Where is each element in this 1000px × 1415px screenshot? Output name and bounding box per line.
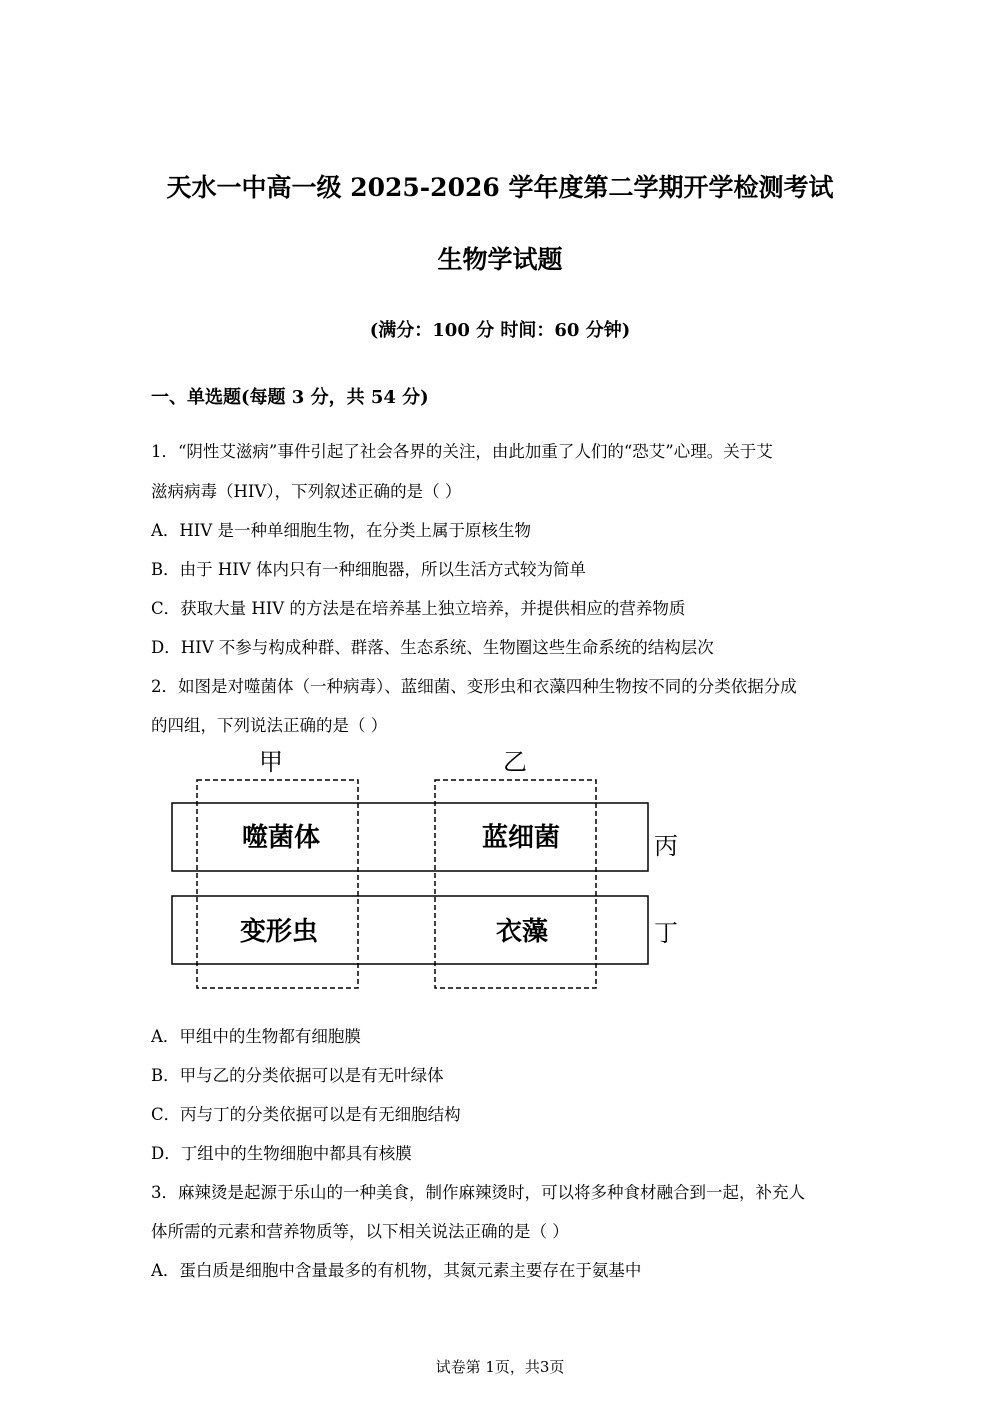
exam-title: 天水一中高一级 2025-2026 学年度第二学期开学检测考试 — [166, 173, 834, 202]
column-box-yi — [435, 780, 596, 988]
exam-meta: (满分：100 分 时间：60 分钟) — [369, 320, 631, 341]
label-yi: 乙 — [503, 748, 527, 776]
cell-cyanobacteria: 蓝细菌 — [481, 823, 561, 853]
q1-option-d: D．HIV 不参与构成种群、群落、生态系统、生物圈这些生命系统的结构层次 — [151, 638, 714, 657]
q1-option-b: B．由于 HIV 体内只有一种细胞器，所以生活方式较为简单 — [151, 560, 586, 579]
exam-subtitle: 生物学试题 — [437, 245, 563, 274]
q2-stem-line1: 2．如图是对噬菌体（一种病毒）、蓝细菌、变形虫和衣藻四种生物按不同的分类依据分成 — [151, 677, 797, 696]
q2-option-a: A．甲组中的生物都有细胞膜 — [151, 1027, 361, 1046]
cell-bacteriophage: 噬菌体 — [241, 823, 321, 853]
label-bing: 丙 — [654, 832, 678, 860]
label-jia: 甲 — [259, 748, 283, 776]
q2-option-c: C．丙与丁的分类依据可以是有无细胞结构 — [151, 1105, 461, 1124]
column-box-jia — [197, 780, 358, 988]
q2-option-d: D．丁组中的生物细胞中都具有核膜 — [151, 1144, 412, 1163]
page-footer: 试卷第 1页，共3页 — [435, 1358, 565, 1376]
q1-stem-line2: 滋病病毒（HIV），下列叙述正确的是（ ） — [151, 482, 462, 501]
q1-option-c: C．获取大量 HIV 的方法是在培养基上独立培养，并提供相应的营养物质 — [151, 599, 686, 618]
cell-chlamydomonas: 衣藻 — [495, 917, 549, 947]
q2-option-b: B．甲与乙的分类依据可以是有无叶绿体 — [151, 1066, 444, 1085]
q3-option-a: A．蛋白质是细胞中含量最多的有机物，其氮元素主要存在于氨基中 — [151, 1261, 642, 1280]
q1-stem-line1: 1．“阴性艾滋病”事件引起了社会各界的关注，由此加重了人们的“恐艾”心理。关于艾 — [151, 442, 773, 461]
cell-amoeba: 变形虫 — [239, 917, 319, 947]
q1-option-a: A．HIV 是一种单细胞生物，在分类上属于原核生物 — [151, 521, 531, 540]
q3-stem-line2: 体所需的元素和营养物质等，以下相关说法正确的是（ ） — [151, 1222, 569, 1241]
q2-stem-line2: 的四组，下列说法正确的是（ ） — [151, 716, 388, 735]
section-heading: 一、单选题(每题 3 分，共 54 分) — [151, 387, 429, 408]
label-ding: 丁 — [654, 919, 678, 947]
q3-stem-line1: 3．麻辣烫是起源于乐山的一种美食，制作麻辣烫时，可以将多种食材融合到一起，补充人 — [151, 1183, 805, 1202]
